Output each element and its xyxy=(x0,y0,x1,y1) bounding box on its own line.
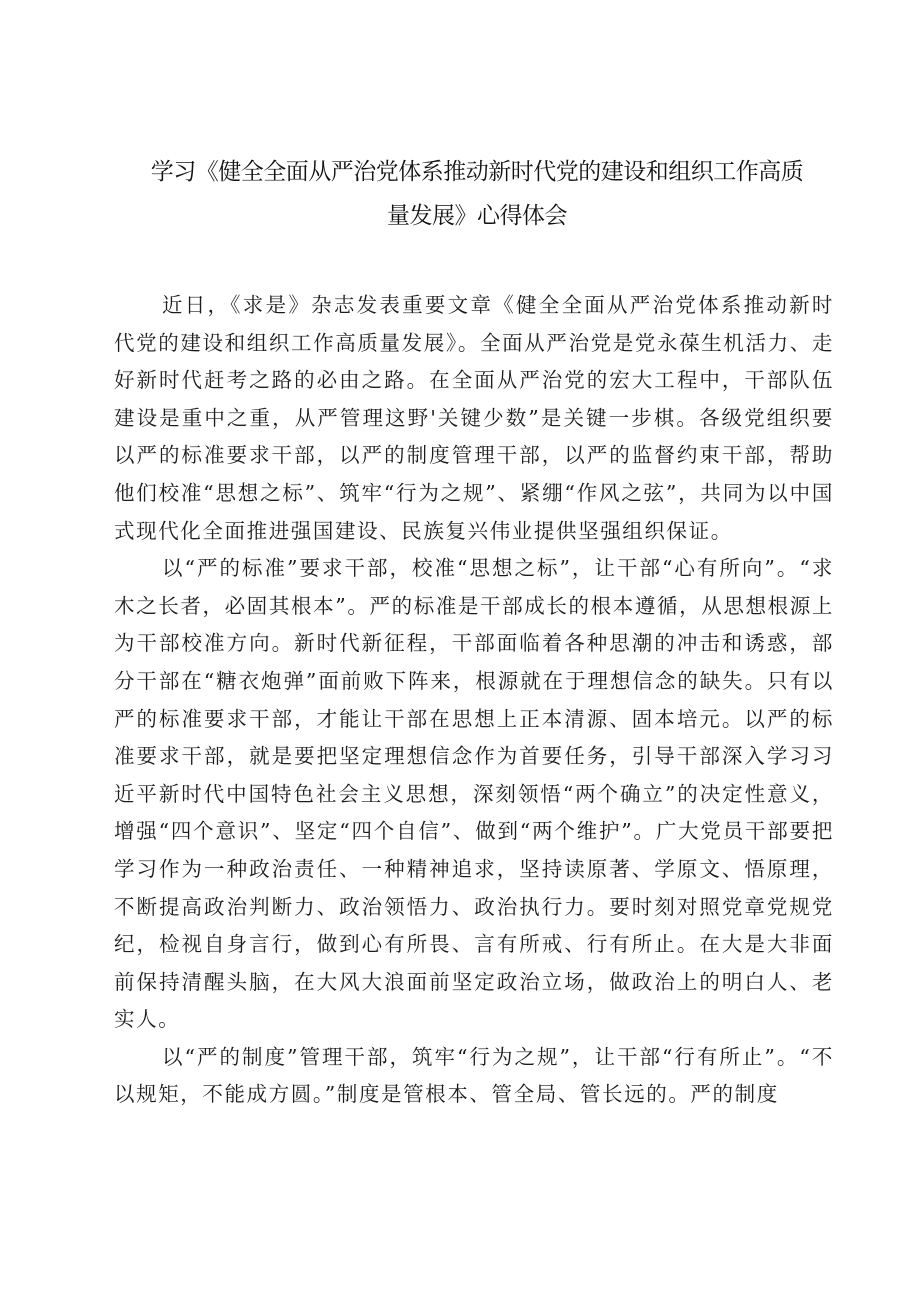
title-line-1: 学习《健全全面从严治党体系推动新时代党的建设和组织工作高质 xyxy=(150,159,804,185)
title-line-2: 量发展》心得体会 xyxy=(387,203,567,229)
paragraph-standards: 以“严的标准”要求干部，校准“思想之标”，让干部“心有所向”。“求木之长者，必固其根本”。严的标准是干部成长的根本遵循，从思想根源上为干部校准方向。新时代新征程，干部面临着各种思潮的冲击和诱惑，部分干部在“糖衣炮弹”面前败下阵来，根源就在于理想信念的缺失。只有以严的标准要求干部，才能让干部在思想上正本清源、固本培元。以严的标准要求干部，就是要把坚定理想信念作为首要任务，引导干部深入学习习近平新时代中国特色社会主义思想，深刻领悟“两个确立”的决定性意义，增强“四个意识”、坚定“四个自信”、做到“两个维护”。广大党员干部要把学习作为一种政治责任、一种精神追求，坚持读原著、学原文、悟原理，不断提高政治判断力、政治领悟力、政治执行力。要时刻对照党章党规党纪，检视自身言行，做到心有所畏、言有所戒、行有所止。在大是大非面前保持清醒头脑，在大风大浪面前坚定政治立场，做政治上的明白人、老实人。 xyxy=(114,556,834,1032)
document-title xyxy=(112,150,842,238)
paragraph-system: 以“严的制度”管理干部，筑牢“行为之规”，让干部“行有所止”。“不以规矩，不能成方圆。”制度是管根本、管全局、管长远的。严的制度 xyxy=(114,1044,834,1107)
document-body xyxy=(114,287,834,1114)
paragraph-intro: 近日，《求是》杂志发表重要文章《健全全面从严治党体系推动新时代党的建设和组织工作高质量发展》。全面从严治党是党永葆生机活力、走好新时代赶考之路的必由之路。在全面从严治党的宏大工程中，干部队伍建设是重中之重，从严管理这野'关键少数”是关键一步棋。各级党组织要以严的标准要求干部，以严的制度管理干部，以严的监督约束干部，帮助他们校准“思想之标”、筑牢“行为之规”、紧绷“作风之弦”，共同为以中国式现代化全面推进强国建设、民族复兴伟业提供坚强组织保证。 xyxy=(114,293,834,543)
